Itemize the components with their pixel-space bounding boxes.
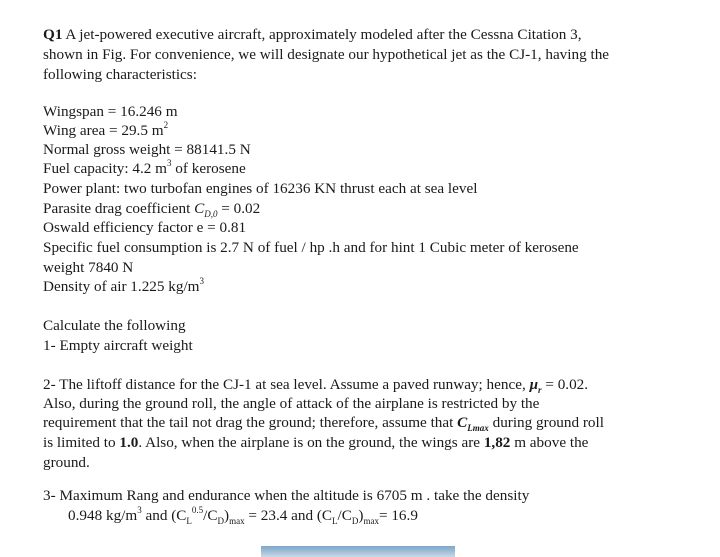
wing-area-text: Wing area = 29.5 m [43, 122, 164, 139]
ratio-close-2: ) [358, 507, 364, 524]
question-label: Q1 [43, 26, 63, 43]
spec-wing-area [43, 121, 168, 140]
intro-text-1: A jet-powered executive aircraft, approximately modeled after the Cessna Citation 3, [62, 26, 582, 43]
ratio-div-2: /C [337, 507, 352, 524]
task-1: 1- Empty aircraft weight [43, 337, 193, 354]
spec-sfc-line-1: Specific fuel consumption is 2.7 N of fuel / hp .h and for hint 1 Cubic meter of kerosene [43, 239, 579, 256]
ratio-d-sub: D [217, 516, 225, 527]
task-2-text-3: requirement that the tail not drag the ground; therefore, assume that [43, 414, 458, 431]
ratio-max-sub-1: max [229, 516, 245, 527]
mu-sub: r [538, 385, 542, 396]
cl-sub: Lmax [467, 423, 489, 434]
drag-symbol: C [194, 200, 205, 217]
ratio-max-sub-2: max [363, 516, 379, 527]
spec-power-plant: Power plant: two turbofan engines of 16236 KN thrust each at sea level [43, 180, 478, 197]
ratio-value-2: = 16.9 [378, 507, 418, 524]
q1-intro-line-2: shown in Fig. For convenience, we will designate our hypothetical jet as the CJ-1, having the [43, 46, 610, 63]
wing-height: 1,82 [483, 434, 511, 451]
ratio-d-sub-2: D [351, 516, 359, 527]
task-2-line-2: Also, during the ground roll, the angle of attack of the airplane is restricted by the [43, 395, 540, 412]
mu-symbol: μ [529, 376, 539, 393]
spec-drag [43, 199, 260, 218]
q1-intro-line-3: following characteristics: [43, 66, 197, 83]
task-2-text-3b: during ground roll [488, 414, 604, 431]
ratio-close-1: ) [224, 507, 230, 524]
ratio-div-1: /C [203, 507, 218, 524]
fuel-text-post: of kerosene [171, 160, 246, 177]
cl-limit: 1.0 [119, 434, 139, 451]
task-2-line-1 [43, 375, 588, 394]
task-2-text-4: is limited to [43, 434, 120, 451]
task-2-line-3 [43, 413, 604, 432]
ratio-l-sub-2: L [332, 516, 338, 527]
tasks-heading: Calculate the following [43, 317, 186, 334]
task-2-text-4b: . Also, when the airplane is on the ground, the wings are [138, 434, 484, 451]
task-2-line-5: ground. [43, 454, 90, 471]
wing-area-sup: 2 [163, 119, 169, 130]
density-sup: 3 [199, 275, 204, 286]
spec-sfc-line-2: weight 7840 N [43, 259, 134, 276]
aircraft-photo [261, 546, 455, 557]
task-2-line-4 [43, 433, 588, 452]
cl-symbol: C [457, 414, 468, 431]
spec-oswald: Oswald efficiency factor e = 0.81 [43, 219, 247, 236]
density-unit-sup: 3 [137, 504, 142, 515]
mu-value: = 0.02. [541, 376, 589, 393]
ratio-l-sub: L [186, 516, 192, 527]
spec-wingspan: Wingspan = 16.246 m [43, 103, 178, 120]
spec-density [43, 277, 204, 296]
fuel-sup: 3 [167, 157, 172, 168]
task-2-text-4c: m above the [510, 434, 589, 451]
ratio-exp: 0.5 [191, 504, 204, 515]
density-text: Density of air 1.225 kg/m [43, 278, 200, 295]
task-2-text-1: 2- The liftoff distance for the CJ-1 at sea level. Assume a paved runway; hence, [43, 376, 530, 393]
drag-sub: D,0 [204, 209, 218, 220]
drag-text: Parasite drag coefficient [43, 200, 195, 217]
spec-fuel [43, 159, 246, 178]
q1-intro-line-1 [43, 25, 582, 44]
drag-value: = 0.02 [217, 200, 261, 217]
fuel-text: Fuel capacity: 4.2 m [43, 160, 167, 177]
task-3-line-1: 3- Maximum Rang and endurance when the altitude is 6705 m . take the density [43, 487, 530, 504]
ratio-open-1: and (C [141, 507, 187, 524]
spec-gross-weight: Normal gross weight = 88141.5 N [43, 141, 251, 158]
density-value: 0.948 kg/m [68, 507, 138, 524]
task-3-line-2 [68, 506, 418, 525]
ratio-value-1: = 23.4 and (C [244, 507, 333, 524]
